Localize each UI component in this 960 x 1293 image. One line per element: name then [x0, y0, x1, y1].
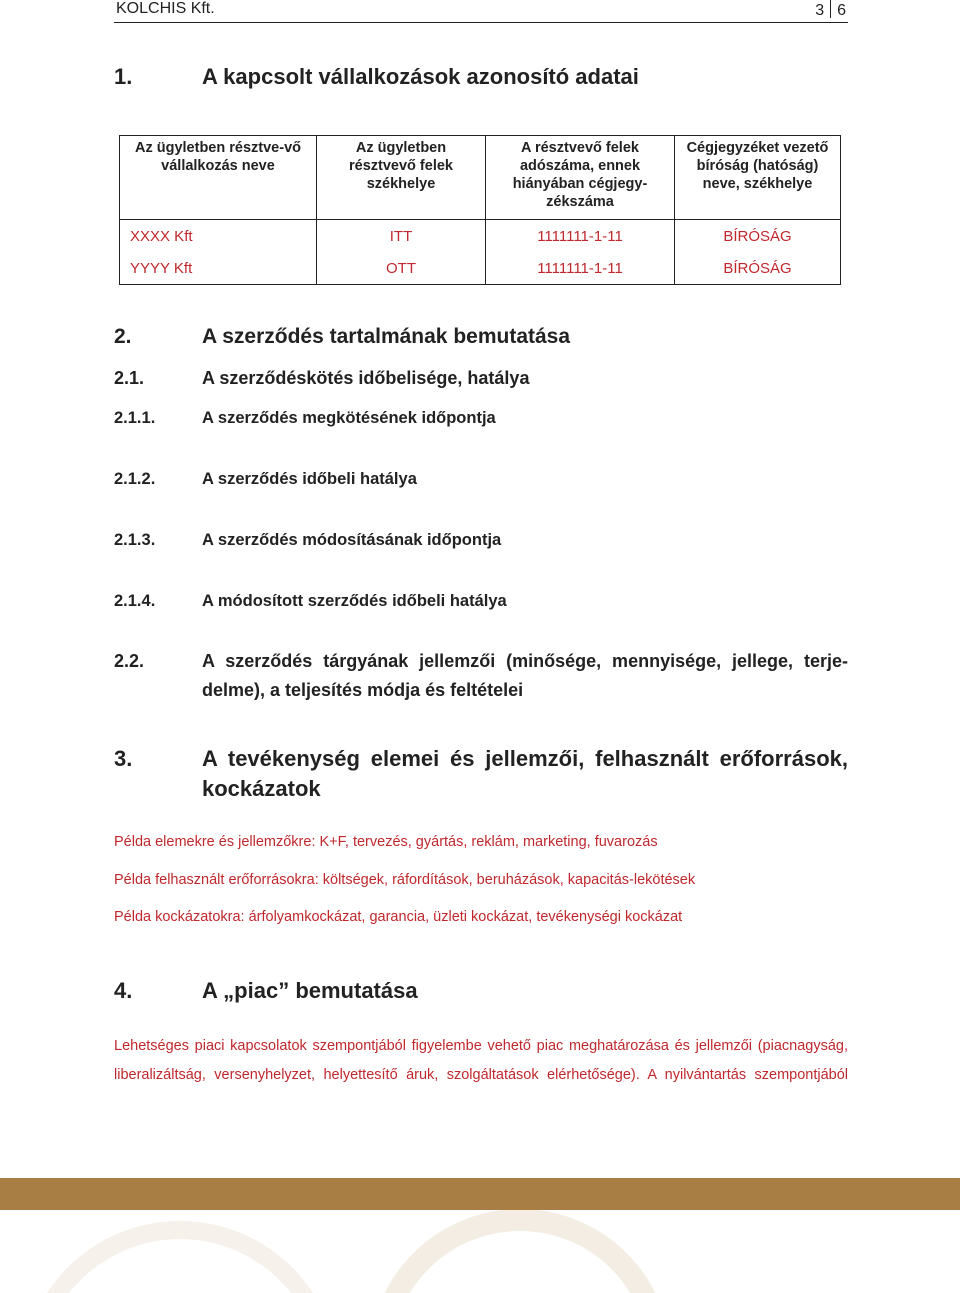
- section-3-heading: [114, 744, 848, 804]
- footer-background: [0, 1210, 960, 1293]
- table-row: [120, 252, 841, 285]
- table-cell-taxid: 1111111-1-11: [486, 220, 675, 253]
- table-cell-court: BÍRÓSÁG: [675, 220, 841, 253]
- companies-table: [119, 135, 841, 285]
- section-1-title: A kapcsolt vállalkozások azonosító adatai: [202, 64, 639, 89]
- section-3-number: 3.: [114, 746, 133, 771]
- table-header-cell: Az ügyletben résztve-vő vállalkozás neve: [120, 136, 317, 220]
- section-2-1-3-number: 2.1.3.: [114, 531, 156, 549]
- table-header-cell: Az ügyletben résztvevő felek székhelye: [317, 136, 486, 220]
- section-2-number: 2.: [114, 325, 132, 348]
- section-2-title: A szerződés tartalmának bemutatása: [202, 325, 571, 348]
- table-cell-name: XXXX Kft: [130, 227, 193, 245]
- table-cell-seat: OTT: [317, 252, 486, 285]
- section-4-number: 4.: [114, 978, 133, 1003]
- page-current: 3: [815, 2, 825, 19]
- example-risks: Példa kockázatokra: árfolyamkockázat, garancia, üzleti kockázat, tevékenységi kockázat: [114, 909, 683, 925]
- example-resources: Példa felhasznált erőforrásokra: költségek, ráfordítások, beruházások, kapacitás-lekötések: [114, 872, 696, 888]
- section-4-heading: [114, 978, 418, 1004]
- table-cell-seat: ITT: [317, 220, 486, 253]
- section-2-heading: [114, 325, 570, 349]
- section-2-1-number: 2.1.: [114, 368, 145, 388]
- section-2-1-title: A szerződéskötés időbelisége, hatálya: [202, 368, 530, 388]
- page-header: [114, 0, 848, 23]
- section-2-1-4-number: 2.1.4.: [114, 592, 156, 610]
- table-cell-name: YYYY Kft: [130, 259, 193, 277]
- section-2-1-4-title: A módosított szerződés időbeli hatálya: [202, 592, 507, 610]
- table-cell-court: BÍRÓSÁG: [675, 252, 841, 285]
- section-1-number: 1.: [114, 64, 133, 89]
- table-row: [120, 220, 841, 253]
- example-elements: Példa elemekre és jellemzőkre: K+F, tervezés, gyártás, reklám, marketing, fuvarozás: [114, 834, 658, 850]
- page-separator: [830, 0, 831, 18]
- section-2-1-2-heading: [114, 470, 417, 489]
- footer-band: [0, 1178, 960, 1210]
- section-2-1-1-heading: [114, 409, 496, 428]
- section-2-2-heading: [114, 647, 848, 705]
- page-total: 6: [837, 2, 846, 19]
- section-2-1-2-number: 2.1.2.: [114, 470, 156, 488]
- section-4-paragraph: Lehetséges piaci kapcsolatok szempontjából figyelembe vehető piac meghatározása és jellemzői (piacnagyság, liberalizáltság, versenyhelyzet, helyettesítő áruk, szolgáltatások elérhetősége). A nyilvántartás szempontjából: [114, 1038, 848, 1083]
- section-3-title: A tevékenység elemei és jellemzői, felhasznált erőforrások, kockázatok: [202, 746, 848, 801]
- footer-decoration-icon: [0, 1210, 960, 1293]
- table-header-cell: Cégjegyzéket vezető bíróság (hatóság) neve, székhelye: [675, 136, 841, 220]
- section-2-1-heading: [114, 368, 529, 389]
- table-cell-taxid: 1111111-1-11: [486, 252, 675, 285]
- table-header-row: [120, 136, 841, 220]
- section-2-2-title: A szerződés tárgyának jellemzői (minősége, mennyisége, jellege, terje-delme), a teljesítés módja és feltételei: [202, 651, 848, 700]
- table-header-cell: A résztvevő felek adószáma, ennek hiányában cégjegy-zékszáma: [486, 136, 675, 220]
- section-2-1-1-title: A szerződés megkötésének időpontja: [202, 409, 496, 427]
- section-2-1-3-heading: [114, 531, 501, 550]
- section-1-heading: [114, 64, 639, 90]
- page-number: [815, 0, 846, 20]
- section-4-title: A „piac” bemutatása: [202, 978, 418, 1003]
- section-2-1-1-number: 2.1.1.: [114, 409, 156, 427]
- section-2-1-2-title: A szerződés időbeli hatálya: [202, 470, 417, 488]
- section-2-1-3-title: A szerződés módosításának időpontja: [202, 531, 502, 549]
- section-2-2-number: 2.2.: [114, 651, 145, 671]
- section-2-1-4-heading: [114, 592, 507, 611]
- header-company: KOLCHIS Kft.: [116, 0, 215, 17]
